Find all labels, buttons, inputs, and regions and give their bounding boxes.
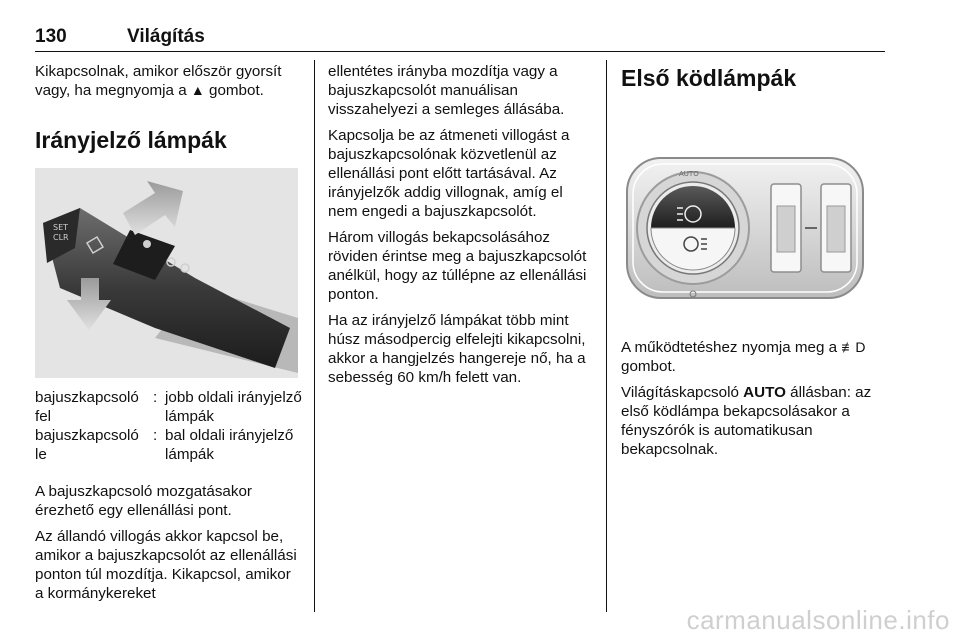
def-separator: : xyxy=(153,389,158,406)
auto-text-start: Világításkapcsoló xyxy=(621,384,739,401)
fog-lights-heading: Első ködlámpák xyxy=(621,65,797,91)
intro-text-start: Kikapcsolnak, amikor először gyorsít vagy, ha megnyomja a xyxy=(35,63,282,99)
column-1 xyxy=(35,62,303,610)
auto-text-end: állásban: az első ködlámpa bekapcsolásakor a fényszórók is automatikusan bekapcsolnak. xyxy=(621,384,872,458)
def-separator: : xyxy=(153,427,158,444)
neutral-paragraph: ellentétes irányba mozdítja vagy a bajuszkapcsolót manuálisan visszahelyezi a semleges állásába. xyxy=(328,63,565,118)
three-flash-paragraph: Három villogás bekapcsolásához röviden érintse meg a bajuszkapcsolót anélkül, hogy az túllépne az ellenállási ponton. xyxy=(328,229,587,303)
column-divider-2 xyxy=(606,60,607,612)
temporary-flash-paragraph: Kapcsolja be az átmeneti villogást a bajuszkapcsolónak közvetlenül az ellenállási pont előtt tartásával. Az irányjelzők addig villognak, amíg el nem engedi a bajuszkapcsolót. xyxy=(328,127,570,220)
def-desc-left: bal oldali irányjelző lámpák xyxy=(165,427,294,463)
hazard-warning-icon: ▲ xyxy=(190,82,205,98)
page-header xyxy=(35,26,885,52)
signal-definitions xyxy=(35,388,303,464)
reminder-paragraph: Ha az irányjelző lámpákat több mint húsz másodpercig elfelejti kikapcsolni, akkor a hangjelzés hangereje nő, ha a sebesség 60 km/h felett van. xyxy=(328,312,586,386)
continuous-flash-paragraph: Az állandó villogás akkor kapcsol be, amikor a bajuszkapcsolót az ellenállási ponton túl mozdítja. Kikapcsol, amikor a kormánykereket xyxy=(35,528,297,602)
chapter-title: Világítás xyxy=(127,26,205,47)
svg-text:CLR: CLR xyxy=(53,233,69,242)
light-switch-image xyxy=(625,148,865,308)
watermark: carmanualsonline.info xyxy=(686,605,950,635)
column-3 xyxy=(621,62,889,466)
svg-text:SET: SET xyxy=(53,223,69,232)
def-term-down: bajuszkapcsoló le xyxy=(35,427,139,463)
switch-auto-label: AUTO xyxy=(679,170,699,178)
column-divider-1 xyxy=(314,60,315,612)
def-term-up: bajuszkapcsoló fel xyxy=(35,389,139,425)
resistance-paragraph: A bajuszkapcsoló mozgatásakor érezhető egy ellenállási pont. xyxy=(35,483,252,519)
turn-signal-heading: Irányjelző lámpák xyxy=(35,127,227,153)
intro-text-end: gombot. xyxy=(209,82,264,99)
auto-keyword: AUTO xyxy=(743,384,786,401)
stalk-illustration xyxy=(35,168,298,378)
operation-text-end: gombot. xyxy=(621,358,676,375)
front-fog-light-icon: ≢D xyxy=(841,339,866,355)
def-desc-right: jobb oldali irányjelző lámpák xyxy=(165,389,302,425)
operation-paragraph xyxy=(621,338,889,376)
operation-text-start: A működtetéshez nyomja meg a xyxy=(621,339,838,356)
light-switch-illustration xyxy=(625,148,865,308)
turn-signal-stalk-image xyxy=(35,168,298,378)
intro-paragraph xyxy=(35,62,303,100)
header-rule xyxy=(35,51,885,52)
page-number: 130 xyxy=(35,26,67,47)
auto-mode-paragraph xyxy=(621,383,889,459)
column-2 xyxy=(328,62,590,394)
